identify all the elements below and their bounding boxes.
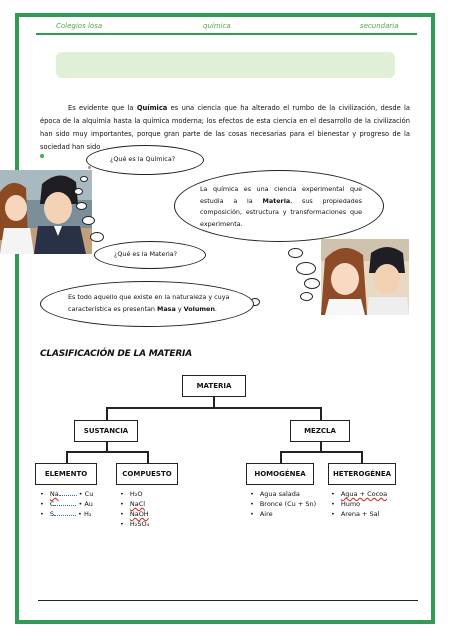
list-item: • H₂O [120, 489, 149, 499]
students-illustration-left [0, 170, 92, 254]
bubble-tail [300, 292, 313, 301]
bubble-tail [76, 202, 87, 210]
title-banner [56, 52, 395, 78]
list-item: • Bronce (Cu + Sn) [250, 499, 316, 509]
homogenea-examples [250, 489, 316, 519]
bubble-tail [90, 232, 104, 242]
intro-paragraph: Es evidente que la Química es una ciencia que ha alterado el rumbo de la civilización, desde la época de la alquimia hasta la química moderna; los efectos de esta ciencia en el desarrollo de la civilización han sido muy importantes, porque gran parte de las cosas necesarias para el bienestar y progreso de la sociedad han sido [40, 103, 411, 151]
bubble-tail [82, 216, 95, 225]
node-compuesto: COMPUESTO [116, 463, 178, 485]
header-level: secundaria [360, 22, 399, 30]
node-materia: MATERIA [182, 375, 246, 397]
list-item: • NaOH [120, 509, 149, 519]
list-item: • Agua + Cocoa [331, 489, 387, 499]
elemento-examples [40, 489, 93, 519]
tree-connector [320, 407, 322, 420]
footer-rule [38, 600, 418, 601]
bubble-tail [80, 176, 88, 182]
list-item: • Humo [331, 499, 387, 509]
bubble-tail [304, 278, 320, 289]
tree-connector [66, 451, 148, 453]
list-item: • C • Au [40, 499, 93, 509]
node-sustancia: SUSTANCIA [74, 420, 138, 442]
bubble-tail [296, 262, 316, 275]
tree-connector [66, 451, 68, 463]
list-item: • S • H₂ [40, 509, 93, 519]
tree-connector [280, 451, 362, 453]
students-illustration-right [321, 239, 409, 315]
answer-1-text: La química es una ciencia experimental que estudia a la Materia, sus propiedades composición, estructura y transformaciones que experimenta. [200, 185, 362, 228]
tree-connector [106, 407, 321, 409]
node-heterogenea: HETEROGÉNEA [328, 463, 396, 485]
tree-connector [147, 451, 149, 463]
anchor-handle [40, 154, 44, 158]
tree-connector [361, 451, 363, 463]
tree-connector [106, 407, 108, 420]
header-subject: química [203, 22, 231, 30]
anchor-handle-2 [88, 166, 91, 169]
list-item: • Agua salada [250, 489, 316, 499]
question-2-text: ¿Qué es la Materia? [114, 250, 178, 258]
tree-connector [280, 451, 282, 463]
list-item: • NaCl [120, 499, 149, 509]
header-rule [36, 33, 417, 35]
bubble-tail [74, 188, 83, 195]
heterogenea-examples [331, 489, 387, 519]
list-item: • H₂SO₄ [120, 519, 149, 529]
question-1-text: ¿Qué es la Química? [110, 155, 176, 163]
classification-title: CLASIFICACIÓN DE LA MATERIA [40, 349, 192, 359]
node-homogenea: HOMOGÉNEA [246, 463, 314, 485]
list-item: • Aire [250, 509, 316, 519]
node-mezcla: MEZCLA [290, 420, 350, 442]
list-item: • Arena + Sal [331, 509, 387, 519]
compuesto-examples [120, 489, 149, 529]
list-item: • Na • Cu [40, 489, 93, 499]
answer-2-text: Es todo aquello que existe en la naturaleza y cuya característica es presentan Masa y Volumen. [68, 293, 230, 313]
header-school: Colegios losa [56, 22, 103, 30]
node-elemento: ELEMENTO [35, 463, 97, 485]
bubble-tail [288, 248, 303, 258]
